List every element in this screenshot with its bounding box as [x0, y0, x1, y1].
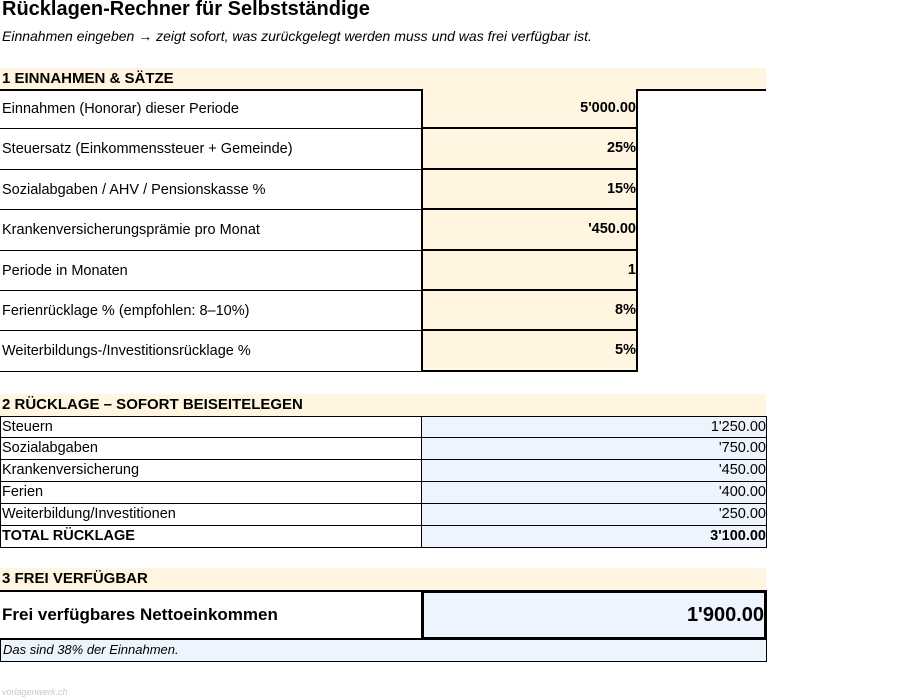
input-row-tax-rate — [0, 129, 767, 169]
table-row — [0, 438, 767, 460]
input-row-social — [0, 170, 767, 210]
reserve-label: Krankenversicherung — [0, 460, 421, 482]
page-subtitle: Einnahmen eingeben → zeigt sofort, was zurückgelegt werden muss und was frei verfügbar ist. — [2, 28, 592, 44]
total-reserve-label: TOTAL RÜCKLAGE — [0, 526, 421, 548]
input-label: Einnahmen (Honorar) dieser Periode — [0, 89, 421, 129]
input-label: Weiterbildungs-/Investitionsrücklage % — [0, 331, 421, 371]
input-label: Krankenversicherungsprämie pro Monat — [0, 210, 421, 250]
input-row-holiday — [0, 291, 767, 331]
table-row — [0, 460, 767, 482]
tax-rate-input[interactable]: 25% — [421, 129, 638, 169]
reserve-value: '750.00 — [421, 438, 767, 460]
table-row — [0, 482, 767, 504]
total-reserve-row — [0, 526, 767, 548]
health-premium-input[interactable]: '450.00 — [421, 210, 638, 250]
reserve-label: Steuern — [0, 416, 421, 438]
section-1-heading: 1 EINNAHMEN & SÄTZE — [0, 68, 766, 90]
period-months-input[interactable]: 1 — [421, 251, 638, 291]
input-row-health — [0, 210, 767, 250]
training-rate-input[interactable]: 5% — [421, 331, 638, 371]
footer-watermark: vorlagenwerk.ch — [2, 687, 68, 697]
reserve-label: Sozialabgaben — [0, 438, 421, 460]
reserve-value: '250.00 — [421, 504, 767, 526]
input-label: Sozialabgaben / AHV / Pensionskasse % — [0, 170, 421, 210]
reserve-value: '450.00 — [421, 460, 767, 482]
input-row-period — [0, 251, 767, 291]
section-3-heading: 3 FREI VERFÜGBAR — [0, 568, 766, 590]
table-row — [0, 416, 767, 438]
section-2-heading: 2 RÜCKLAGE – SOFORT BEISEITELEGEN — [0, 394, 766, 416]
holiday-rate-input[interactable]: 8% — [421, 291, 638, 331]
input-row-training — [0, 331, 767, 371]
income-input[interactable]: 5'000.00 — [421, 89, 638, 129]
reserve-value: 1'250.00 — [421, 416, 767, 438]
input-label: Ferienrücklage % (empfohlen: 8–10%) — [0, 291, 421, 331]
inputs-table — [0, 89, 767, 372]
reserve-table — [0, 416, 767, 548]
reserve-value: '400.00 — [421, 482, 767, 504]
net-income-value: 1'900.00 — [421, 590, 767, 640]
total-reserve-value: 3'100.00 — [421, 526, 767, 548]
net-income-note: Das sind 38% der Einnahmen. — [0, 640, 767, 662]
page-title: Rücklagen-Rechner für Selbstständige — [2, 0, 370, 20]
net-income-row — [0, 590, 767, 640]
input-row-income — [0, 89, 767, 129]
social-rate-input[interactable]: 15% — [421, 170, 638, 210]
reserve-label: Ferien — [0, 482, 421, 504]
reserve-label: Weiterbildung/Investitionen — [0, 504, 421, 526]
net-income-label: Frei verfügbares Nettoeinkommen — [0, 590, 421, 640]
input-label: Periode in Monaten — [0, 251, 421, 291]
input-label: Steuersatz (Einkommenssteuer + Gemeinde) — [0, 129, 421, 169]
table-row — [0, 504, 767, 526]
